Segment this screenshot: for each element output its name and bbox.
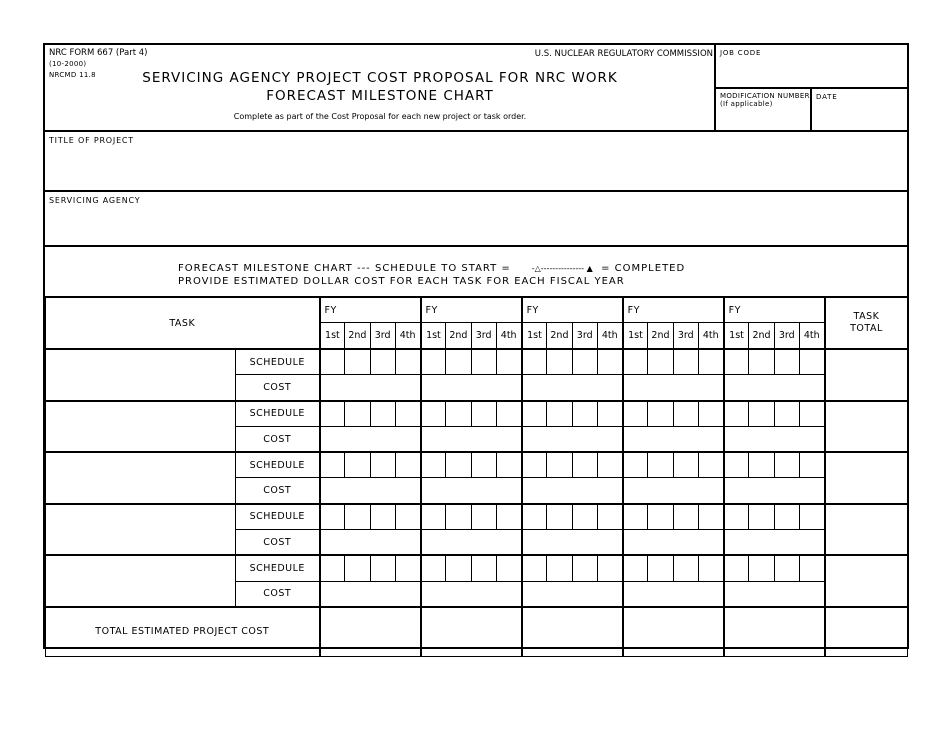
cost-label: COST bbox=[236, 530, 320, 556]
total-cost-cell[interactable] bbox=[724, 607, 825, 657]
schedule-cell[interactable] bbox=[774, 452, 799, 478]
cost-cell[interactable] bbox=[320, 581, 421, 607]
schedule-cell[interactable] bbox=[547, 349, 572, 375]
table-row-schedule bbox=[46, 452, 908, 478]
schedule-cell[interactable] bbox=[345, 504, 370, 530]
page-title bbox=[45, 69, 715, 105]
task-name-cell[interactable] bbox=[46, 349, 236, 401]
schedule-cell[interactable] bbox=[597, 504, 622, 530]
schedule-cell[interactable] bbox=[572, 401, 597, 427]
cost-cell[interactable] bbox=[421, 426, 522, 452]
legend-suffix: = COMPLETED bbox=[601, 263, 686, 274]
directive: NRCMD 11.8 bbox=[49, 71, 96, 79]
quarter-header: 2nd bbox=[446, 323, 471, 350]
servicing-agency-label: SERVICING AGENCY bbox=[49, 196, 141, 205]
header-row bbox=[46, 297, 908, 323]
task-total-header: TASK TOTAL bbox=[825, 297, 908, 349]
schedule-cell[interactable] bbox=[648, 452, 673, 478]
quarter-header: 3rd bbox=[572, 323, 597, 350]
total-row-label: TOTAL ESTIMATED PROJECT COST bbox=[46, 607, 320, 657]
schedule-cell[interactable] bbox=[547, 555, 572, 581]
form-header bbox=[45, 45, 907, 132]
schedule-cell[interactable] bbox=[471, 349, 496, 375]
job-code-field[interactable] bbox=[716, 45, 907, 89]
schedule-cell[interactable] bbox=[522, 504, 547, 530]
schedule-cell[interactable] bbox=[395, 555, 420, 581]
task-total-cell[interactable] bbox=[825, 504, 908, 556]
schedule-cell[interactable] bbox=[421, 504, 446, 530]
cost-cell[interactable] bbox=[724, 530, 825, 556]
milestone-symbol-icon: -△--------------- ▲ bbox=[531, 264, 593, 273]
quarter-header: 2nd bbox=[547, 323, 572, 350]
date-field[interactable] bbox=[812, 89, 907, 132]
schedule-cell[interactable] bbox=[648, 555, 673, 581]
title-line-2: FORECAST MILESTONE CHART bbox=[266, 88, 494, 104]
quarter-header: 4th bbox=[597, 323, 622, 350]
schedule-cell[interactable] bbox=[345, 349, 370, 375]
schedule-cell[interactable] bbox=[572, 349, 597, 375]
milestone-table bbox=[45, 296, 908, 657]
schedule-cell[interactable] bbox=[673, 504, 698, 530]
fy-header[interactable]: FY bbox=[623, 297, 724, 323]
quarter-header: 4th bbox=[698, 323, 723, 350]
schedule-cell[interactable] bbox=[320, 504, 345, 530]
schedule-cell[interactable] bbox=[471, 452, 496, 478]
date-label: DATE bbox=[816, 93, 838, 101]
schedule-label: SCHEDULE bbox=[236, 504, 320, 530]
schedule-cell[interactable] bbox=[673, 349, 698, 375]
schedule-cell[interactable] bbox=[370, 555, 395, 581]
schedule-cell[interactable] bbox=[749, 349, 774, 375]
schedule-cell[interactable] bbox=[446, 401, 471, 427]
schedule-cell[interactable] bbox=[799, 452, 824, 478]
cost-cell[interactable] bbox=[623, 426, 724, 452]
quarter-header: 1st bbox=[421, 323, 446, 350]
schedule-cell[interactable] bbox=[370, 401, 395, 427]
cost-label: COST bbox=[236, 581, 320, 607]
schedule-cell[interactable] bbox=[724, 401, 749, 427]
table-row-schedule bbox=[46, 401, 908, 427]
cost-cell[interactable] bbox=[421, 478, 522, 504]
schedule-cell[interactable] bbox=[673, 452, 698, 478]
form-number: NRC FORM 667 (Part 4) bbox=[49, 48, 148, 58]
total-cost-cell[interactable] bbox=[421, 607, 522, 657]
total-cost-cell[interactable] bbox=[522, 607, 623, 657]
schedule-cell[interactable] bbox=[572, 504, 597, 530]
schedule-cell[interactable] bbox=[774, 349, 799, 375]
schedule-cell[interactable] bbox=[724, 349, 749, 375]
total-cost-cell[interactable] bbox=[623, 607, 724, 657]
quarter-header: 3rd bbox=[471, 323, 496, 350]
quarter-header: 4th bbox=[799, 323, 824, 350]
schedule-cell[interactable] bbox=[522, 452, 547, 478]
table-row-schedule bbox=[46, 349, 908, 375]
cost-cell[interactable] bbox=[623, 530, 724, 556]
cost-cell[interactable] bbox=[522, 426, 623, 452]
cost-cell[interactable] bbox=[320, 530, 421, 556]
quarter-header: 2nd bbox=[648, 323, 673, 350]
schedule-cell[interactable] bbox=[623, 349, 648, 375]
schedule-cell[interactable] bbox=[522, 401, 547, 427]
legend-prefix: FORECAST MILESTONE CHART --- SCHEDULE TO START = bbox=[178, 263, 511, 274]
schedule-cell[interactable] bbox=[623, 555, 648, 581]
modification-sub: (If applicable) bbox=[720, 100, 773, 108]
table-row-schedule bbox=[46, 555, 908, 581]
schedule-cell[interactable] bbox=[547, 401, 572, 427]
job-code-label: JOB CODE bbox=[720, 49, 762, 57]
form-date: (10-2000) bbox=[49, 60, 87, 68]
quarter-header: 1st bbox=[623, 323, 648, 350]
schedule-cell[interactable] bbox=[320, 555, 345, 581]
schedule-cell[interactable] bbox=[749, 401, 774, 427]
schedule-cell[interactable] bbox=[749, 555, 774, 581]
schedule-cell[interactable] bbox=[698, 452, 723, 478]
schedule-cell[interactable] bbox=[724, 555, 749, 581]
cost-cell[interactable] bbox=[522, 375, 623, 401]
schedule-cell[interactable] bbox=[496, 452, 521, 478]
schedule-cell[interactable] bbox=[421, 555, 446, 581]
schedule-cell[interactable] bbox=[395, 401, 420, 427]
schedule-cell[interactable] bbox=[724, 452, 749, 478]
task-name-cell[interactable] bbox=[46, 452, 236, 504]
cost-label: COST bbox=[236, 426, 320, 452]
schedule-cell[interactable] bbox=[320, 349, 345, 375]
schedule-cell[interactable] bbox=[471, 401, 496, 427]
schedule-cell[interactable] bbox=[395, 349, 420, 375]
schedule-cell[interactable] bbox=[496, 349, 521, 375]
cost-label: COST bbox=[236, 478, 320, 504]
fy-header[interactable]: FY bbox=[320, 297, 421, 323]
quarter-header: 3rd bbox=[774, 323, 799, 350]
quarter-header: 3rd bbox=[673, 323, 698, 350]
schedule-cell[interactable] bbox=[320, 401, 345, 427]
schedule-cell[interactable] bbox=[597, 401, 622, 427]
schedule-cell[interactable] bbox=[395, 452, 420, 478]
quarter-header: 1st bbox=[522, 323, 547, 350]
admin-box bbox=[714, 45, 907, 132]
quarter-header: 4th bbox=[395, 323, 420, 350]
schedule-cell[interactable] bbox=[496, 555, 521, 581]
schedule-cell[interactable] bbox=[446, 452, 471, 478]
schedule-cell[interactable] bbox=[345, 555, 370, 581]
instruction: Complete as part of the Cost Proposal for each new project or task order. bbox=[233, 112, 527, 121]
schedule-cell[interactable] bbox=[623, 504, 648, 530]
cost-cell[interactable] bbox=[320, 375, 421, 401]
schedule-cell[interactable] bbox=[471, 555, 496, 581]
schedule-cell[interactable] bbox=[597, 349, 622, 375]
cost-cell[interactable] bbox=[522, 478, 623, 504]
schedule-cell[interactable] bbox=[799, 349, 824, 375]
cost-cell[interactable] bbox=[623, 478, 724, 504]
quarter-header: 4th bbox=[496, 323, 521, 350]
schedule-label: SCHEDULE bbox=[236, 555, 320, 581]
task-total-cell[interactable] bbox=[825, 555, 908, 607]
task-total-cell[interactable] bbox=[825, 349, 908, 401]
schedule-cell[interactable] bbox=[774, 401, 799, 427]
schedule-cell[interactable] bbox=[446, 504, 471, 530]
schedule-cell[interactable] bbox=[623, 452, 648, 478]
modification-label: MODIFICATION NUMBER bbox=[720, 92, 810, 100]
fy-header[interactable]: FY bbox=[421, 297, 522, 323]
schedule-cell[interactable] bbox=[673, 401, 698, 427]
schedule-cell[interactable] bbox=[597, 452, 622, 478]
task-header: TASK bbox=[46, 297, 320, 349]
task-total-cell[interactable] bbox=[825, 452, 908, 504]
schedule-cell[interactable] bbox=[698, 349, 723, 375]
schedule-cell[interactable] bbox=[648, 349, 673, 375]
schedule-cell[interactable] bbox=[395, 504, 420, 530]
schedule-cell[interactable] bbox=[370, 504, 395, 530]
schedule-cell[interactable] bbox=[446, 555, 471, 581]
schedule-cell[interactable] bbox=[496, 504, 521, 530]
schedule-cell[interactable] bbox=[648, 504, 673, 530]
title-of-project-field[interactable] bbox=[45, 132, 907, 192]
schedule-cell[interactable] bbox=[547, 452, 572, 478]
cost-cell[interactable] bbox=[623, 375, 724, 401]
cost-cell[interactable] bbox=[522, 530, 623, 556]
quarter-header: 3rd bbox=[370, 323, 395, 350]
cost-cell[interactable] bbox=[623, 581, 724, 607]
schedule-cell[interactable] bbox=[471, 504, 496, 530]
servicing-agency-field[interactable] bbox=[45, 192, 907, 247]
form bbox=[43, 43, 909, 649]
cost-cell[interactable] bbox=[522, 581, 623, 607]
schedule-cell[interactable] bbox=[749, 504, 774, 530]
schedule-cell[interactable] bbox=[370, 452, 395, 478]
title-of-project-label: TITLE OF PROJECT bbox=[49, 136, 134, 145]
task-name-cell[interactable] bbox=[46, 555, 236, 607]
schedule-cell[interactable] bbox=[799, 401, 824, 427]
fy-header[interactable]: FY bbox=[724, 297, 825, 323]
cost-cell[interactable] bbox=[724, 375, 825, 401]
schedule-cell[interactable] bbox=[698, 401, 723, 427]
fy-header[interactable]: FY bbox=[522, 297, 623, 323]
schedule-label: SCHEDULE bbox=[236, 349, 320, 375]
schedule-cell[interactable] bbox=[421, 401, 446, 427]
cost-cell[interactable] bbox=[724, 478, 825, 504]
schedule-cell[interactable] bbox=[421, 349, 446, 375]
schedule-cell[interactable] bbox=[724, 504, 749, 530]
schedule-cell[interactable] bbox=[345, 401, 370, 427]
schedule-cell[interactable] bbox=[698, 555, 723, 581]
table-row-schedule bbox=[46, 504, 908, 530]
title-line-1: SERVICING AGENCY PROJECT COST PROPOSAL FOR NRC WORK bbox=[142, 70, 618, 86]
schedule-cell[interactable] bbox=[421, 452, 446, 478]
schedule-cell[interactable] bbox=[774, 504, 799, 530]
total-cost-cell[interactable] bbox=[320, 607, 421, 657]
legend-line-2: PROVIDE ESTIMATED DOLLAR COST FOR EACH TASK FOR EACH FISCAL YEAR bbox=[178, 276, 625, 287]
quarter-header: 1st bbox=[320, 323, 345, 350]
schedule-cell[interactable] bbox=[698, 504, 723, 530]
schedule-cell[interactable] bbox=[623, 401, 648, 427]
task-name-cell[interactable] bbox=[46, 401, 236, 453]
cost-cell[interactable] bbox=[320, 426, 421, 452]
task-name-cell[interactable] bbox=[46, 504, 236, 556]
schedule-cell[interactable] bbox=[597, 555, 622, 581]
task-total-cell[interactable] bbox=[825, 401, 908, 453]
schedule-cell[interactable] bbox=[522, 349, 547, 375]
cost-cell[interactable] bbox=[724, 581, 825, 607]
schedule-cell[interactable] bbox=[547, 504, 572, 530]
schedule-cell[interactable] bbox=[799, 504, 824, 530]
grand-total-cell[interactable] bbox=[825, 607, 908, 657]
schedule-label: SCHEDULE bbox=[236, 452, 320, 478]
schedule-cell[interactable] bbox=[799, 555, 824, 581]
schedule-cell[interactable] bbox=[496, 401, 521, 427]
schedule-cell[interactable] bbox=[522, 555, 547, 581]
agency-name: U.S. NUCLEAR REGULATORY COMMISSION bbox=[534, 49, 713, 59]
schedule-cell[interactable] bbox=[572, 452, 597, 478]
modification-number-field[interactable] bbox=[716, 89, 812, 132]
cost-cell[interactable] bbox=[320, 478, 421, 504]
schedule-cell[interactable] bbox=[345, 452, 370, 478]
schedule-cell[interactable] bbox=[320, 452, 345, 478]
schedule-cell[interactable] bbox=[446, 349, 471, 375]
schedule-cell[interactable] bbox=[774, 555, 799, 581]
schedule-cell[interactable] bbox=[673, 555, 698, 581]
schedule-cell[interactable] bbox=[648, 401, 673, 427]
cost-cell[interactable] bbox=[724, 426, 825, 452]
quarter-header: 2nd bbox=[749, 323, 774, 350]
schedule-cell[interactable] bbox=[749, 452, 774, 478]
cost-cell[interactable] bbox=[421, 530, 522, 556]
cost-label: COST bbox=[236, 375, 320, 401]
schedule-label: SCHEDULE bbox=[236, 401, 320, 427]
cost-cell[interactable] bbox=[421, 375, 522, 401]
cost-cell[interactable] bbox=[421, 581, 522, 607]
schedule-cell[interactable] bbox=[370, 349, 395, 375]
quarter-header: 2nd bbox=[345, 323, 370, 350]
quarter-header: 1st bbox=[724, 323, 749, 350]
total-row bbox=[46, 607, 908, 657]
legend bbox=[178, 262, 685, 288]
schedule-cell[interactable] bbox=[572, 555, 597, 581]
